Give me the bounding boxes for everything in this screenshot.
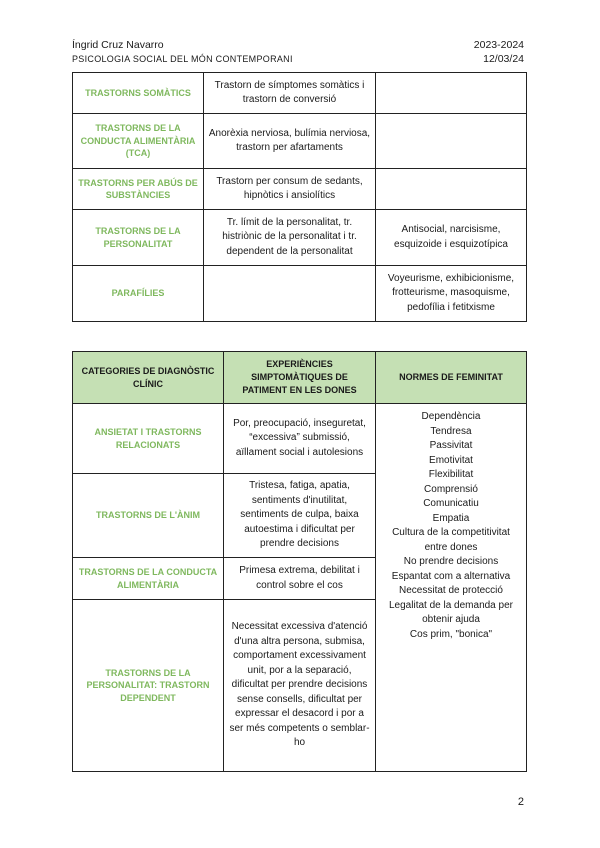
column-header: NORMES DE FEMINITAT [376,352,527,404]
category-cell: TRASTORNS SOMÀTICS [73,73,204,114]
description-cell: Tr. límit de la personalitat, tr. histriònic de la personalitat i tr. dependent de la personalitat [204,210,376,266]
academic-year: 2023-2024 [473,39,524,51]
category-cell: TRASTORNS DE LA PERSONALITAT: TRASTORN DEPENDENT [73,600,224,772]
norm-item: Espantat com a alternativa [391,570,511,582]
norm-item: Flexibilitat [428,469,474,480]
column-header: EXPERIÈNCIES SIMPTOMÀTIQUES DE PATIMENT EN LES DONES [224,352,376,404]
examples-cell: Voyeurisme, exhibicionisme, frotteurisme, masoquisme, pedofília i fetitxisme [376,266,527,322]
category-cell: TRASTORNS DE LA CONDUCTA ALIMENTÀRIA (TCA) [73,114,204,169]
table-row [73,114,527,169]
norm-item: Tendresa [430,425,472,437]
examples-cell [376,114,527,169]
table-row [73,210,527,266]
course-name: PSICOLOGIA SOCIAL DEL MÓN CONTEMPORANI [72,54,293,64]
page-number: 2 [517,796,524,808]
norm-item: Dependència [421,411,481,422]
page-header-left [72,38,293,66]
author-name: Íngrid Cruz Navarro [72,39,164,51]
examples-cell [376,169,527,210]
disorders-table [72,72,527,322]
norm-item: Comprensió [424,483,478,495]
description-cell [204,266,376,322]
experience-cell: Necessitat excessiva d'atenció d'una altra persona, submisa, comportament excessivament unit, por a la separació, dificultat per prendre decisions sense consells, dificultat per expressar el desacord i por a ser més competents o semblar-ho [224,600,376,772]
examples-cell [376,73,527,114]
description-cell: Trastorn per consum de sedants, hipnòtics i ansiolítics [204,169,376,210]
table-header-row [73,352,527,404]
column-header: CATEGORIES DE DIAGNÒSTIC CLÍNIC [73,352,224,404]
page-header-right [474,38,524,66]
experience-cell: Tristesa, fatiga, apatia, sentiments d'inutilitat, sentiments de culpa, baixa autoestima i dificultat per prendre decisions [224,474,376,558]
norm-item: Comunicatiu [423,498,479,509]
norms-cell [376,404,527,772]
norm-item: Empatia [432,512,470,524]
category-cell: TRASTORNS PER ABÚS DE SUBSTÀNCIES [73,169,204,210]
table-row [73,73,527,114]
norm-item: No prendre decisions [403,556,499,567]
category-cell: TRASTORNS DE LA PERSONALITAT [73,210,204,266]
table-row [73,169,527,210]
table-row [73,266,527,322]
norm-item: Emotivitat [429,454,473,466]
femininity-norms-table [72,351,527,772]
category-cell: PARAFÍLIES [73,266,204,322]
table-row [73,404,527,474]
norm-item: Cultura de la competitivitat entre dones [392,527,510,553]
examples-cell: Antisocial, narcisisme, esquizoide i esquizotípica [376,210,527,266]
experience-cell: Por, preocupació, inseguretat, “excessiva” submissió, aïllament social i autolesions [224,404,376,474]
document-date: 12/03/24 [483,53,524,65]
norm-item: Passivitat [429,440,473,451]
description-cell: Trastorn de símptomes somàtics i trastorn de conversió [204,73,376,114]
category-cell: TRASTORNS DE L'ÀNIM [73,474,224,558]
category-cell: ANSIETAT I TRASTORNS RELACIONATS [73,404,224,474]
norm-item: Necessitat de protecció [399,585,503,596]
description-cell: Anorèxia nerviosa, bulímia nerviosa, trastorn per afartaments [204,114,376,169]
category-cell: TRASTORNS DE LA CONDUCTA ALIMENTÀRIA [73,558,224,600]
experience-cell: Primesa extrema, debilitat i control sobre el cos [224,558,376,600]
norm-item: Legalitat de la demanda per obtenir ajuda [389,599,513,625]
norm-item: Cos prim, "bonica" [409,628,493,640]
